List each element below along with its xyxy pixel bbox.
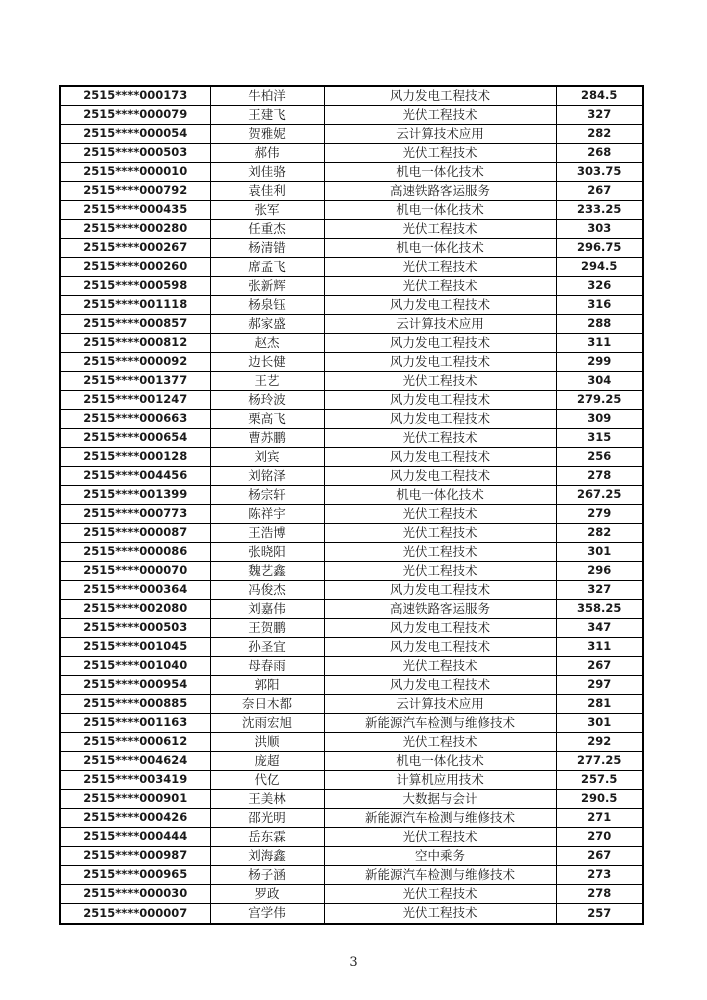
cell-name: 陈祥宇: [210, 505, 324, 524]
cell-name: 母春雨: [210, 657, 324, 676]
cell-score: 297: [556, 676, 643, 695]
table-row: [60, 714, 643, 733]
table-row: [60, 258, 643, 277]
cell-score: 279.25: [556, 391, 643, 410]
table-row: [60, 86, 643, 106]
cell-name: 杨子涵: [210, 866, 324, 885]
cell-score: 278: [556, 467, 643, 486]
cell-major: 机电一体化技术: [324, 486, 556, 505]
table-row: [60, 334, 643, 353]
cell-name: 沈雨宏旭: [210, 714, 324, 733]
cell-score: 311: [556, 334, 643, 353]
table-row: [60, 904, 643, 924]
cell-name: 杨清错: [210, 239, 324, 258]
table-row: [60, 505, 643, 524]
cell-name: 刘佳骆: [210, 163, 324, 182]
cell-score: 268: [556, 144, 643, 163]
cell-name: 岳东霖: [210, 828, 324, 847]
cell-major: 光伏工程技术: [324, 277, 556, 296]
cell-name: 魏艺鑫: [210, 562, 324, 581]
cell-name: 洪顺: [210, 733, 324, 752]
cell-name: 席孟飞: [210, 258, 324, 277]
table-row: [60, 486, 643, 505]
cell-score: 257: [556, 904, 643, 924]
cell-name: 曹苏鹏: [210, 429, 324, 448]
cell-candidate-id: 2515****000092: [60, 353, 210, 372]
cell-score: 282: [556, 125, 643, 144]
cell-score: 316: [556, 296, 643, 315]
cell-major: 光伏工程技术: [324, 828, 556, 847]
cell-candidate-id: 2515****000070: [60, 562, 210, 581]
cell-candidate-id: 2515****000079: [60, 106, 210, 125]
cell-major: 风力发电工程技术: [324, 296, 556, 315]
cell-major: 云计算技术应用: [324, 315, 556, 334]
table-row: [60, 543, 643, 562]
cell-name: 杨泉钰: [210, 296, 324, 315]
cell-name: 赵杰: [210, 334, 324, 353]
cell-candidate-id: 2515****004456: [60, 467, 210, 486]
table-row: [60, 467, 643, 486]
cell-candidate-id: 2515****000087: [60, 524, 210, 543]
cell-major: 高速铁路客运服务: [324, 182, 556, 201]
cell-name: 王建飞: [210, 106, 324, 125]
cell-major: 光伏工程技术: [324, 144, 556, 163]
cell-candidate-id: 2515****000857: [60, 315, 210, 334]
table-row: [60, 277, 643, 296]
cell-score: 257.5: [556, 771, 643, 790]
cell-name: 邵光明: [210, 809, 324, 828]
cell-candidate-id: 2515****000663: [60, 410, 210, 429]
cell-major: 风力发电工程技术: [324, 448, 556, 467]
cell-score: 256: [556, 448, 643, 467]
cell-score: 311: [556, 638, 643, 657]
cell-candidate-id: 2515****000792: [60, 182, 210, 201]
cell-major: 风力发电工程技术: [324, 638, 556, 657]
cell-score: 301: [556, 543, 643, 562]
cell-major: 风力发电工程技术: [324, 619, 556, 638]
cell-major: 云计算技术应用: [324, 125, 556, 144]
cell-candidate-id: 2515****000885: [60, 695, 210, 714]
cell-score: 281: [556, 695, 643, 714]
cell-score: 294.5: [556, 258, 643, 277]
cell-name: 王贺鹏: [210, 619, 324, 638]
table-row: [60, 581, 643, 600]
cell-major: 风力发电工程技术: [324, 410, 556, 429]
cell-score: 327: [556, 581, 643, 600]
table-row: [60, 448, 643, 467]
cell-major: 风力发电工程技术: [324, 334, 556, 353]
cell-score: 292: [556, 733, 643, 752]
table-row: [60, 619, 643, 638]
cell-score: 267.25: [556, 486, 643, 505]
cell-name: 代亿: [210, 771, 324, 790]
cell-candidate-id: 2515****000086: [60, 543, 210, 562]
cell-score: 267: [556, 182, 643, 201]
cell-candidate-id: 2515****001163: [60, 714, 210, 733]
cell-score: 304: [556, 372, 643, 391]
cell-score: 273: [556, 866, 643, 885]
cell-name: 刘宾: [210, 448, 324, 467]
table-row: [60, 106, 643, 125]
cell-candidate-id: 2515****001045: [60, 638, 210, 657]
cell-major: 计算机应用技术: [324, 771, 556, 790]
cell-candidate-id: 2515****002080: [60, 600, 210, 619]
cell-name: 张军: [210, 201, 324, 220]
cell-major: 风力发电工程技术: [324, 467, 556, 486]
cell-name: 宫学伟: [210, 904, 324, 924]
cell-name: 孙圣宜: [210, 638, 324, 657]
cell-candidate-id: 2515****000173: [60, 86, 210, 106]
cell-candidate-id: 2515****000965: [60, 866, 210, 885]
table-row: [60, 562, 643, 581]
cell-name: 张晓阳: [210, 543, 324, 562]
table-row: [60, 638, 643, 657]
cell-score: 233.25: [556, 201, 643, 220]
cell-major: 机电一体化技术: [324, 239, 556, 258]
cell-score: 284.5: [556, 86, 643, 106]
cell-candidate-id: 2515****000007: [60, 904, 210, 924]
cell-score: 296: [556, 562, 643, 581]
table-row: [60, 182, 643, 201]
cell-candidate-id: 2515****000010: [60, 163, 210, 182]
cell-major: 光伏工程技术: [324, 505, 556, 524]
cell-name: 罗政: [210, 885, 324, 904]
cell-major: 高速铁路客运服务: [324, 600, 556, 619]
cell-score: 267: [556, 847, 643, 866]
cell-candidate-id: 2515****000503: [60, 144, 210, 163]
cell-candidate-id: 2515****000654: [60, 429, 210, 448]
cell-major: 机电一体化技术: [324, 752, 556, 771]
cell-score: 277.25: [556, 752, 643, 771]
cell-major: 光伏工程技术: [324, 733, 556, 752]
table-row: [60, 220, 643, 239]
table-row: [60, 828, 643, 847]
cell-name: 袁佳利: [210, 182, 324, 201]
table-row: [60, 847, 643, 866]
cell-score: 279: [556, 505, 643, 524]
cell-major: 光伏工程技术: [324, 106, 556, 125]
cell-name: 贺雅妮: [210, 125, 324, 144]
cell-candidate-id: 2515****001040: [60, 657, 210, 676]
cell-candidate-id: 2515****004624: [60, 752, 210, 771]
cell-candidate-id: 2515****001399: [60, 486, 210, 505]
cell-name: 郝家盛: [210, 315, 324, 334]
cell-candidate-id: 2515****000503: [60, 619, 210, 638]
table-row: [60, 676, 643, 695]
table-row: [60, 790, 643, 809]
cell-candidate-id: 2515****000773: [60, 505, 210, 524]
table-row: [60, 125, 643, 144]
cell-candidate-id: 2515****000054: [60, 125, 210, 144]
cell-candidate-id: 2515****000612: [60, 733, 210, 752]
cell-major: 大数据与会计: [324, 790, 556, 809]
cell-major: 光伏工程技术: [324, 904, 556, 924]
cell-score: 309: [556, 410, 643, 429]
cell-name: 庞超: [210, 752, 324, 771]
table-row: [60, 771, 643, 790]
cell-candidate-id: 2515****000954: [60, 676, 210, 695]
results-table: [59, 85, 644, 925]
cell-name: 郭阳: [210, 676, 324, 695]
table-row: [60, 429, 643, 448]
cell-score: 271: [556, 809, 643, 828]
table-row: [60, 239, 643, 258]
cell-score: 282: [556, 524, 643, 543]
table-row: [60, 163, 643, 182]
results-table-body: [60, 86, 643, 924]
cell-major: 云计算技术应用: [324, 695, 556, 714]
cell-major: 风力发电工程技术: [324, 676, 556, 695]
cell-name: 任重杰: [210, 220, 324, 239]
cell-major: 光伏工程技术: [324, 372, 556, 391]
page-number: 3: [349, 955, 358, 970]
cell-major: 新能源汽车检测与维修技术: [324, 714, 556, 733]
cell-candidate-id: 2515****000426: [60, 809, 210, 828]
cell-major: 光伏工程技术: [324, 220, 556, 239]
cell-major: 机电一体化技术: [324, 201, 556, 220]
cell-candidate-id: 2515****000598: [60, 277, 210, 296]
cell-major: 光伏工程技术: [324, 885, 556, 904]
cell-major: 机电一体化技术: [324, 163, 556, 182]
cell-candidate-id: 2515****000444: [60, 828, 210, 847]
cell-candidate-id: 2515****000260: [60, 258, 210, 277]
table-row: [60, 695, 643, 714]
table-row: [60, 752, 643, 771]
cell-name: 张新辉: [210, 277, 324, 296]
table-row: [60, 524, 643, 543]
cell-candidate-id: 2515****001377: [60, 372, 210, 391]
cell-candidate-id: 2515****000267: [60, 239, 210, 258]
cell-candidate-id: 2515****000030: [60, 885, 210, 904]
cell-score: 267: [556, 657, 643, 676]
cell-candidate-id: 2515****000280: [60, 220, 210, 239]
cell-major: 光伏工程技术: [324, 429, 556, 448]
cell-score: 299: [556, 353, 643, 372]
cell-name: 边长健: [210, 353, 324, 372]
cell-candidate-id: 2515****001247: [60, 391, 210, 410]
table-row: [60, 144, 643, 163]
cell-candidate-id: 2515****000987: [60, 847, 210, 866]
table-row: [60, 600, 643, 619]
cell-major: 光伏工程技术: [324, 657, 556, 676]
cell-candidate-id: 2515****000901: [60, 790, 210, 809]
table-row: [60, 733, 643, 752]
cell-name: 冯俊杰: [210, 581, 324, 600]
cell-name: 栗高飞: [210, 410, 324, 429]
cell-name: 刘嘉伟: [210, 600, 324, 619]
table-row: [60, 657, 643, 676]
cell-major: 风力发电工程技术: [324, 353, 556, 372]
cell-candidate-id: 2515****000435: [60, 201, 210, 220]
cell-score: 347: [556, 619, 643, 638]
cell-candidate-id: 2515****001118: [60, 296, 210, 315]
table-row: [60, 296, 643, 315]
cell-major: 光伏工程技术: [324, 258, 556, 277]
cell-name: 郝伟: [210, 144, 324, 163]
cell-major: 光伏工程技术: [324, 543, 556, 562]
cell-score: 278: [556, 885, 643, 904]
cell-score: 301: [556, 714, 643, 733]
cell-candidate-id: 2515****003419: [60, 771, 210, 790]
cell-major: 风力发电工程技术: [324, 581, 556, 600]
cell-score: 290.5: [556, 790, 643, 809]
cell-name: 王艺: [210, 372, 324, 391]
cell-name: 牛柏洋: [210, 86, 324, 106]
cell-candidate-id: 2515****000364: [60, 581, 210, 600]
table-row: [60, 372, 643, 391]
cell-score: 327: [556, 106, 643, 125]
cell-candidate-id: 2515****000812: [60, 334, 210, 353]
table-row: [60, 391, 643, 410]
table-row: [60, 353, 643, 372]
cell-major: 新能源汽车检测与维修技术: [324, 866, 556, 885]
table-row: [60, 201, 643, 220]
cell-major: 空中乘务: [324, 847, 556, 866]
cell-name: 刘铭泽: [210, 467, 324, 486]
cell-major: 新能源汽车检测与维修技术: [324, 809, 556, 828]
table-row: [60, 315, 643, 334]
cell-major: 风力发电工程技术: [324, 391, 556, 410]
cell-name: 奈日木都: [210, 695, 324, 714]
cell-score: 296.75: [556, 239, 643, 258]
cell-name: 杨玲波: [210, 391, 324, 410]
cell-score: 303.75: [556, 163, 643, 182]
cell-score: 326: [556, 277, 643, 296]
table-row: [60, 866, 643, 885]
table-row: [60, 885, 643, 904]
cell-score: 270: [556, 828, 643, 847]
cell-score: 315: [556, 429, 643, 448]
cell-score: 358.25: [556, 600, 643, 619]
cell-name: 杨宗轩: [210, 486, 324, 505]
cell-major: 光伏工程技术: [324, 562, 556, 581]
cell-score: 303: [556, 220, 643, 239]
cell-candidate-id: 2515****000128: [60, 448, 210, 467]
cell-name: 王美林: [210, 790, 324, 809]
table-row: [60, 809, 643, 828]
cell-score: 288: [556, 315, 643, 334]
cell-name: 刘海鑫: [210, 847, 324, 866]
cell-major: 风力发电工程技术: [324, 86, 556, 106]
cell-major: 光伏工程技术: [324, 524, 556, 543]
table-row: [60, 410, 643, 429]
cell-name: 王浩博: [210, 524, 324, 543]
